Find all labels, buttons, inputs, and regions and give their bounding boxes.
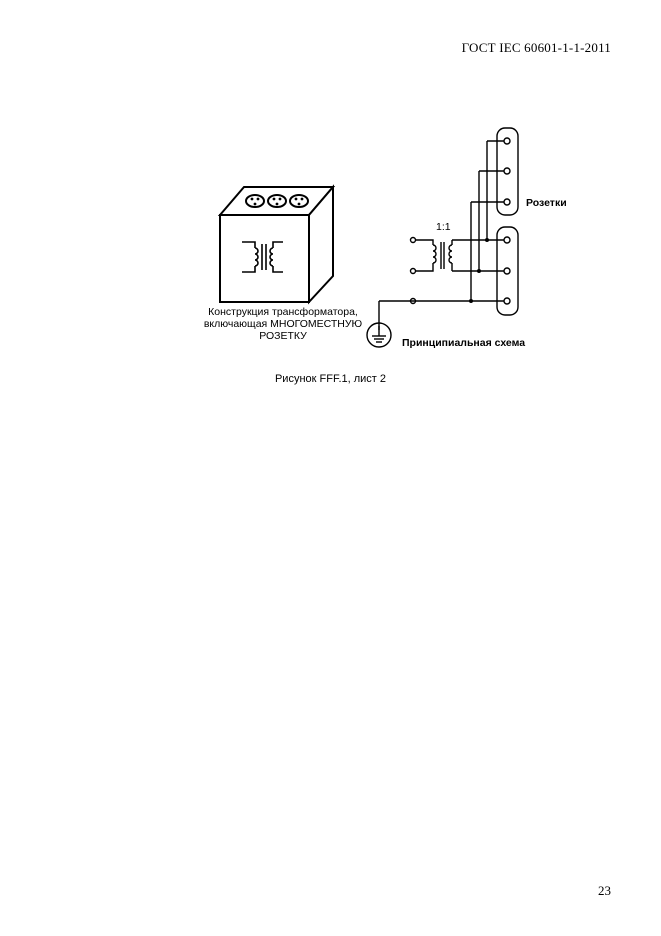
input-terminal <box>411 238 416 243</box>
construction-label-line: включающая МНОГОМЕСТНУЮ <box>203 318 363 330</box>
socket-terminal <box>504 268 510 274</box>
document-standard-header: ГОСТ IEC 60601-1-1-2011 <box>461 40 611 55</box>
construction-label-line: Конструкция трансформатора, <box>208 306 358 318</box>
transformer-ratio-label: 1:1 <box>436 221 451 233</box>
page-number: 23 <box>598 883 611 898</box>
sockets-label: Розетки <box>526 197 567 209</box>
socket-terminal <box>504 168 510 174</box>
construction-label <box>198 306 368 342</box>
construction-label-line: РОЗЕТКУ <box>259 330 307 342</box>
schematic-diagram <box>367 128 518 347</box>
socket-terminal <box>504 199 510 205</box>
socket-terminal <box>504 237 510 243</box>
schematic-label: Принципиальная схема <box>402 337 526 349</box>
figure-drawing <box>0 0 661 420</box>
input-terminal <box>411 269 416 274</box>
socket-terminal <box>504 298 510 304</box>
figure-fff1-sheet2 <box>0 0 661 420</box>
figure-caption: Рисунок FFF.1, лист 2 <box>274 373 387 385</box>
socket-terminal <box>504 138 510 144</box>
